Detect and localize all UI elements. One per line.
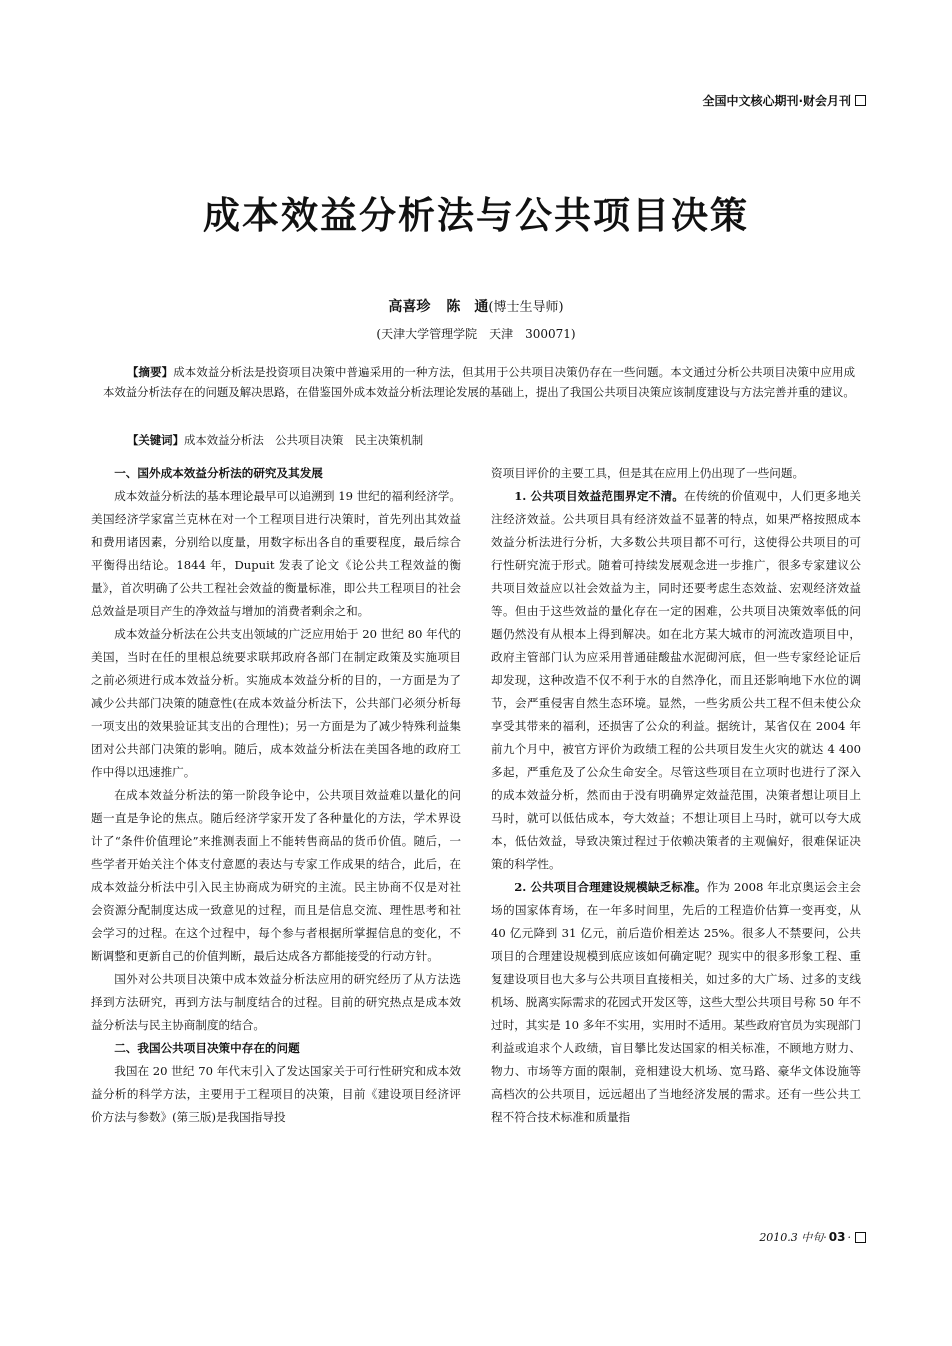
issue-label: 2010.3 中旬· xyxy=(759,1231,827,1244)
affiliation: (天津大学管理学院 天津 300071) xyxy=(376,327,576,341)
author-1: 高喜珍 xyxy=(388,299,431,315)
paragraph-continued: 资项目评价的主要工具，但是其在应用上仍出现了一些问题。 xyxy=(491,466,805,480)
left-column xyxy=(91,462,461,1129)
point-heading-2: 2. 公共项目合理建设规模缺乏标准。 xyxy=(514,880,707,894)
abstract xyxy=(103,362,855,402)
page-number: 03 xyxy=(828,1230,846,1244)
article-title: 成本效益分析法与公共项目决策 xyxy=(203,194,749,237)
keywords-text: 成本效益分析法 公共项目决策 民主决策机制 xyxy=(183,433,424,447)
section-heading-1: 一、国外成本效益分析法的研究及其发展 xyxy=(114,466,323,480)
point-heading-1: 1. 公共项目效益范围界定不清。 xyxy=(514,489,685,503)
point-text-2: 作为 2008 年北京奥运会主会场的国家体育场，在一年多时间里，先后的工程造价估算一变再变，从 40 亿元降到 31 亿元，前后造价相差达 25%。很多人不禁要问，公共项目的合理建设规模到底应该如何确定呢？现实中的很多形象工程、重复建设项目也大多与公共项目直接相关，如过多的大广场、过多的支线机场、脱离实际需求的花园式开发区等，这些大型公共项目号称 50 年不过时，其实是 10 多年不实用，实用时不适用。某些政府官员为实现部门利益或追求个人政绩，盲目攀比发达国家的相关标准，不顾地方财力、物力、市场等方面的限制，竞相建设大机场、宽马路、豪华文体设施等高档次的公共项目，远远超出了当地经济发展的需求。还有一些公共工程不符合技术标准和质量指 xyxy=(491,880,861,1124)
paragraph: 国外对公共项目决策中成本效益分析法应用的研究经历了从方法选择到方法研究，再到方法与制度结合的过程。目前的研究热点是成本效益分析法与民主协商制度的结合。 xyxy=(91,972,461,1032)
footer-box-mark xyxy=(855,1232,866,1243)
author-line xyxy=(0,296,952,316)
header-box-mark xyxy=(855,95,866,106)
paragraph: 在成本效益分析法的第一阶段争论中，公共项目效益难以量化的问题一直是争论的焦点。随后经济学家开发了各种量化的方法，学术界设计了“条件价值理论”来推测表面上不能转售商品的货币价值。随后，一些学者开始关注个体支付意愿的表达与专家工作成果的结合，此后，在成本效益分析法中引入民主协商成为研究的主流。民主协商不仅是对社会资源分配制度达成一致意见的过程，而且是信息交流、理性思考和社会学习的过程。在这个过程中，每个参与者根据所掌握信息的变化，不断调整和更新自己的价值判断，最后达成各方都能接受的行动方针。 xyxy=(91,788,461,963)
keywords xyxy=(103,430,855,450)
section-heading-2: 二、我国公共项目决策中存在的问题 xyxy=(114,1041,300,1055)
paragraph: 我国在 20 世纪 70 年代末引入了发达国家关于可行性研究和成本效益分析的科学方法，主要用于工程项目的决策，目前《建设项目经济评价方法与参数》(第三版)是我国指导投 xyxy=(91,1064,461,1124)
paragraph: 成本效益分析法在公共支出领域的广泛应用始于 20 世纪 80 年代的美国，当时在任的里根总统要求联邦政府各部门在制定政策及实施项目之前必须进行成本效益分析。实施成本效益分析的目的，一方面是为了减少公共部门决策的随意性(在成本效益分析法下，公共部门必须分析每一项支出的效果验证其支出的合理性)；另一方面是为了减少特殊利益集团对公共部门决策的影响。随后，成本效益分析法在美国各地的政府工作中得以迅速推广。 xyxy=(91,627,461,779)
keywords-label: 【关键词】 xyxy=(127,433,184,447)
abstract-label: 【摘要】 xyxy=(127,365,174,379)
right-column xyxy=(491,462,861,1129)
running-header xyxy=(702,92,866,109)
paragraph: 成本效益分析法的基本理论最早可以追溯到 19 世纪的福利经济学。美国经济学家富兰克林在对一个工程项目进行决策时，首先列出其效益和费用诸因素，分别给以度量，用数字标出各自的重要程度，最后综合平衡得出结论。1844 年，Dupuit 发表了论文《论公共工程效益的衡量》，首次明确了公共工程社会效益的衡量标准，即公共工程项目的社会总效益是项目产生的净效益与增加的消费者剩余之和。 xyxy=(91,489,461,618)
author-note: (博士生导师) xyxy=(488,300,564,315)
journal-name: 全国中文核心期刊·财会月刊 xyxy=(702,94,851,108)
paragraph-numbered-1 xyxy=(491,485,861,876)
abstract-text: 成本效益分析法是投资项目决策中普遍采用的一种方法，但其用于公共项目决策仍存在一些问题。本文通过分析公共项目决策中应用成本效益分析法存在的问题及解决思路，在借鉴国外成本效益分析法理论发展的基础上，提出了我国公共项目决策应该制度建设与方法完善并重的建议。 xyxy=(103,365,855,399)
author-2: 陈 通 xyxy=(446,299,489,315)
footer-dot: · xyxy=(847,1230,851,1244)
page-footer xyxy=(759,1229,866,1245)
paragraph-numbered-2 xyxy=(491,876,861,1129)
point-text-1: 在传统的价值观中，人们更多地关注经济效益。公共项目具有经济效益不显著的特点，如果严格按照成本效益分析法进行分析，大多数公共项目都不可行，这使得公共项目的可行性研究流于形式。随着可持续发展观念进一步推广，很多专家建议公共项目效益应以社会效益为主，同时还要考虑生态效益、宏观经济效益等。但由于这些效益的量化存在一定的困难，公共项目决策效率低的问题仍然没有从根本上得到解决。如在北方某大城市的河流改造项目中，政府主管部门认为应采用普通硅酸盐水泥砌河底，但一些专家经论证后却发现，这种改造不仅不利于水的自然净化，而且还影响地下水位的调节，会严重侵害自然生态环境。显然，一些劣质公共工程不但未使公众享受其带来的福利，还损害了公众的利益。据统计，某省仅在 2004 年前九个月中，被官方评价为政绩工程的公共项目发生火灾的就达 4 400 多起，严重危及了公众生命安全。尽管这些项目在立项时也进行了深入的成本效益分析，然而由于没有明确界定效益范围，决策者想让项目上马时，就可以低估成本，夸大效益；不想让项目上马时，就可以夸大成本，低估效益，导致决策过程过于依赖决策者的主观偏好，很难保证决策的科学性。 xyxy=(491,489,861,871)
